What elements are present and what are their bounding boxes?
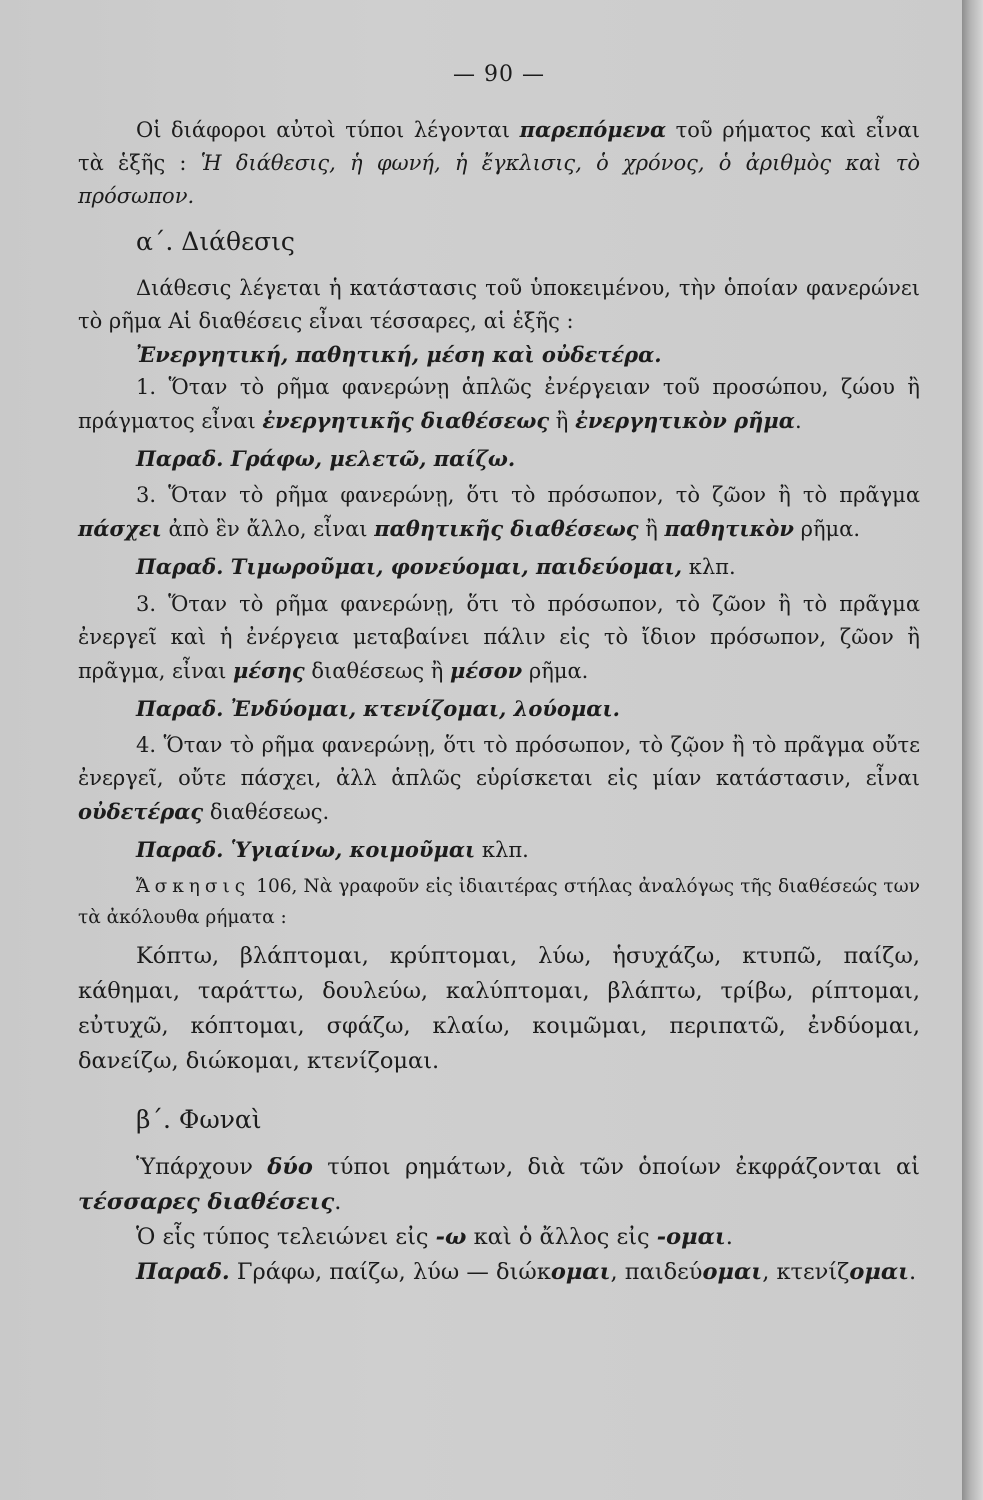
rule-3-text-b: διαθέσεως ἢ	[304, 659, 451, 683]
sb-p3-ending-b: ομαι	[702, 1259, 763, 1285]
sb-p3-label: Παραδ.	[136, 1259, 230, 1285]
definition-paragraph: Διάθεσις λέγεται ἡ κατάστασις τοῦ ὑποκειμένου, τὴν ὁποίαν φανερώνει τὸ ρῆμα Αἱ διαθέσεις εἶναι τέσσαρες, αἱ ἑξῆς :	[78, 276, 920, 333]
intro-paragraph	[78, 113, 920, 213]
example-2-words: Παραδ. Τιμωροῦμαι, φονεύομαι, παιδεύομαι,	[136, 554, 683, 579]
intro-list: Ἡ διάθεσις, ἡ φωνή, ἡ ἔγκλισις, ὁ χρόνος, ὁ ἀριθμὸς καὶ τὸ πρόσωπον.	[78, 151, 920, 208]
rule-3-text-a: 3. Ὅταν τὸ ρῆμα φανερώνῃ, ὅτι τὸ πρόσωπον, τὸ ζῶον ἢ τὸ πρᾶγμα ἐνεργεῖ καὶ ἡ ἐνέργεια μεταβαίνει πάλιν εἰς τὸ ἴδιον πρόσωπον, ζῶον ἢ πρᾶγμα, εἶναι	[78, 592, 920, 683]
rule-2-text-a: 3. Ὅταν τὸ ρῆμα φανερώνῃ, ὅτι τὸ πρόσωπον, τὸ ζῶον ἢ τὸ πρᾶγμα	[136, 483, 920, 507]
sb-p1-text-c: .	[334, 1189, 342, 1215]
rule-3-text-c: ρῆμα.	[522, 659, 589, 683]
rule-4-text-b: διαθέσεως.	[203, 800, 330, 824]
rule-2-term-c: παθητικὸν	[664, 516, 794, 541]
sb-p2-term-a: -ω	[435, 1224, 467, 1250]
page-edge	[962, 0, 983, 1500]
page-number: — 90 —	[453, 62, 545, 87]
rule-item-1	[78, 371, 920, 438]
exercise-text: 106, Νὰ γραφοῦν εἰς ἰδιαιτέρας στήλας ἀναλόγως τῆς διαθέσεώς των τὰ ἀκόλουθα ρήματα :	[78, 876, 920, 928]
rule-2-text-b: ἀπὸ ἓν ἄλλο, εἶναι	[161, 517, 375, 541]
sb-p3-text-b: , παιδεύ	[610, 1259, 703, 1285]
rule-4-term-a: οὐδετέρας	[78, 799, 204, 824]
rule-1-text-b: ἢ	[549, 409, 576, 433]
sb-p1-text-b: τύποι ρημάτων, διὰ τῶν ὁποίων ἐκφράζονται αἱ	[312, 1154, 921, 1180]
sb-p3-text-c: , κτενίζ	[762, 1259, 850, 1285]
rule-2-term-b: παθητικῆς διαθέσεως	[374, 516, 639, 541]
example-1: Παραδ. Γράφω, μελετῶ, παίζω.	[136, 446, 516, 471]
rule-1-term-a: ἐνεργητικῆς διαθέσεως	[262, 408, 550, 433]
rule-2-text-c: ἢ	[638, 517, 665, 541]
intro-term: παρεπόμενα	[519, 117, 667, 142]
section-b-heading: β΄. Φωναὶ	[136, 1105, 262, 1134]
rule-1-term-b: ἐνεργητικὸν ρῆμα	[575, 408, 795, 433]
sb-p2-term-b: -ομαι	[656, 1224, 726, 1250]
rule-3-term-a: μέσης	[233, 658, 305, 683]
rule-2-text-d: ρῆμα.	[793, 517, 861, 541]
sb-p3-text-a: Γράφω, παίζω, λύω — διώκ	[229, 1259, 551, 1285]
section-b-paragraph-2	[78, 1220, 920, 1255]
example-3: Παραδ. Ἐνδύομαι, κτενίζομαι, λούομαι.	[136, 696, 620, 721]
example-4-tail: κλπ.	[475, 838, 529, 862]
sb-p1-term-b: τέσσαρες διαθέσεις	[78, 1189, 335, 1215]
page-content	[78, 58, 920, 1290]
example-4	[78, 833, 920, 867]
exercise-label: Ἄσκησις	[136, 876, 251, 897]
rule-item-4	[78, 729, 920, 829]
rule-item-3	[78, 588, 920, 688]
intro-text-2: τοῦ ρήματος καὶ εἶναι τὰ ἑξῆς :	[78, 118, 921, 175]
section-b-paragraph-3	[78, 1255, 920, 1290]
sb-p2-text-b: καὶ ὁ ἄλλος εἰς	[466, 1224, 657, 1250]
rule-4-text-a: 4. Ὅταν τὸ ρῆμα φανερώνῃ, ὅτι τὸ πρόσωπον, τὸ ζῷον ἢ τὸ πρᾶγμα οὔτε ἐνεργεῖ, οὔτε πάσχει, ἀλλ ἁπλῶς εὑρίσκεται εἰς μίαν κατάστασιν, εἶναι	[78, 733, 920, 790]
intro-text-1: Οἱ διάφοροι αὐτοὶ τύποι λέγονται	[136, 118, 520, 142]
rule-item-2	[78, 479, 920, 546]
sb-p1-term-a: δύο	[267, 1154, 313, 1180]
sb-p3-ending-a: ομαι	[550, 1259, 611, 1285]
verbs-list: Κόπτω, βλάπτομαι, κρύπτομαι, λύω, ἡσυχάζω, κτυπῶ, παίζω, κάθημαι, ταράττω, δουλεύω, καλύπτομαι, βλάπτω, τρίβω, ρίπτομαι, εὐτυχῶ, κόπτομαι, σφάζω, κλαίω, κοιμῶμαι, περιπατῶ, ἐνδύομαι, δανείζω, διώκομαι, κτενίζομαι.	[78, 943, 920, 1074]
sb-p3-ending-c: ομαι	[849, 1259, 910, 1285]
rule-1-text-a: 1. Ὅταν τὸ ρῆμα φανερώνῃ ἁπλῶς ἐνέργειαν τοῦ προσώπου, ζώου ἢ πράγματος εἶναι	[78, 375, 920, 433]
sb-p2-text-c: .	[725, 1224, 733, 1250]
sb-p1-text-a: Ὑπάρχουν	[136, 1154, 268, 1180]
sb-p2-text-a: Ὁ εἷς τύπος τελειώνει εἰς	[136, 1224, 436, 1250]
voices-list: Ἐνεργητική, παθητική, μέση καὶ οὐδετέρα.	[136, 342, 662, 367]
section-a-heading: α΄. Διάθεσις	[136, 227, 295, 256]
sb-p3-text-d: .	[909, 1259, 917, 1285]
example-2-tail: κλπ.	[682, 555, 736, 579]
example-4-words: Παραδ. Ὑγιαίνω, κοιμοῦμαι	[136, 837, 476, 862]
rule-3-term-b: μέσον	[450, 658, 523, 683]
section-b-paragraph-1	[78, 1150, 920, 1220]
rule-2-term-a: πάσχει	[78, 516, 162, 541]
rule-1-text-c: .	[794, 409, 802, 433]
example-2	[78, 550, 920, 584]
exercise-paragraph	[78, 871, 920, 933]
